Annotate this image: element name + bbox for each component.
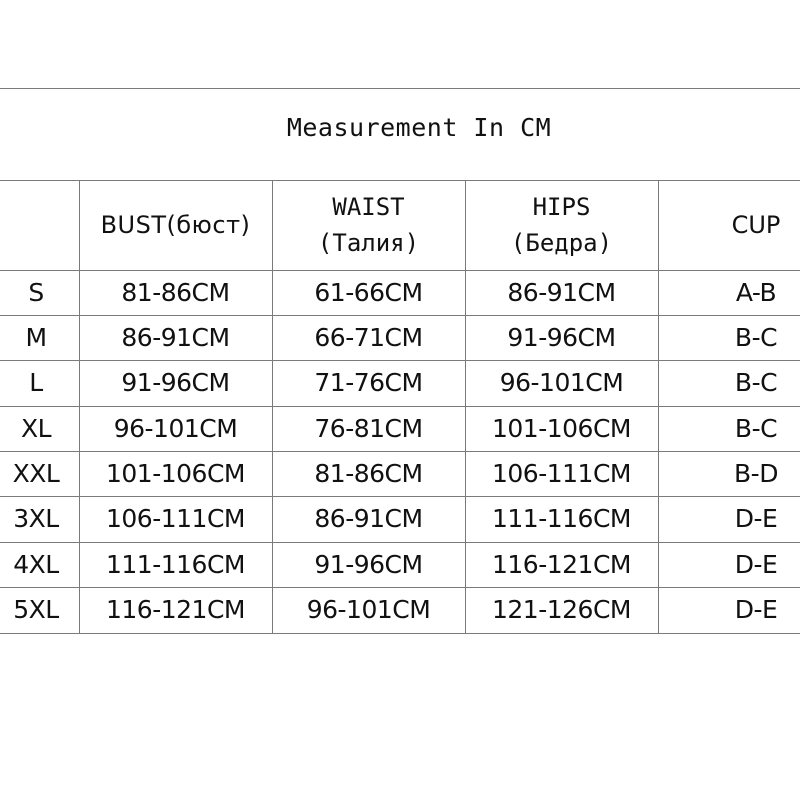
cup-cell: B-D: [734, 459, 778, 488]
hips-cell: 116-121CM: [492, 550, 631, 579]
waist-cell: 76-81CM: [314, 414, 423, 443]
bust-cell: 101-106CM: [106, 459, 245, 488]
header-bust: [79, 180, 272, 270]
waist-cell: 91-96CM: [314, 550, 423, 579]
cup-cell: D-E: [734, 504, 778, 533]
table-row: [0, 315, 800, 360]
table-border-bottom: [0, 633, 800, 634]
hips-cell: 111-116CM: [492, 504, 631, 533]
waist-cell: 71-76CM: [314, 368, 423, 397]
header-hips-label: HIPS: [532, 193, 591, 221]
size-cell: 5XL: [13, 595, 59, 624]
bust-cell: 116-121CM: [106, 595, 245, 624]
waist-cell: 86-91CM: [314, 504, 423, 533]
table-row: [0, 542, 800, 587]
waist-cell: 81-86CM: [314, 459, 423, 488]
size-cell: M: [25, 323, 47, 352]
table-row: [0, 451, 800, 496]
bust-cell: 86-91CM: [121, 323, 230, 352]
waist-cell: 66-71CM: [314, 323, 423, 352]
table-row: [0, 360, 800, 405]
cup-cell: B-C: [734, 368, 778, 397]
hips-cell: 106-111CM: [492, 459, 631, 488]
header-bust-label: BUST(бюст): [100, 211, 251, 239]
table-title: Measurement In CM: [286, 113, 552, 142]
cup-cell: B-C: [734, 414, 778, 443]
cup-cell: A-B: [735, 278, 777, 307]
waist-cell: 61-66CM: [314, 278, 423, 307]
hips-cell: 96-101CM: [499, 368, 624, 397]
cup-cell: D-E: [734, 595, 778, 624]
table-row: [0, 270, 800, 315]
header-waist-label: WAIST: [332, 193, 405, 221]
bust-cell: 96-101CM: [113, 414, 238, 443]
size-cell: 3XL: [13, 504, 59, 533]
table-row: [0, 496, 800, 541]
size-cell: XL: [20, 414, 52, 443]
size-cell: 4XL: [13, 550, 59, 579]
hips-cell: 86-91CM: [507, 278, 616, 307]
size-cell: S: [28, 278, 44, 307]
table-row: [0, 587, 800, 632]
header-hips-translation: (Бедра): [510, 229, 613, 257]
cup-cell: B-C: [734, 323, 778, 352]
size-cell: XXL: [12, 459, 60, 488]
bust-cell: 81-86CM: [121, 278, 230, 307]
size-cell: L: [29, 368, 43, 397]
hips-cell: 121-126CM: [492, 595, 631, 624]
waist-cell: 96-101CM: [306, 595, 431, 624]
header-cup-label: CUP: [731, 211, 781, 239]
table-row: [0, 406, 800, 451]
bust-cell: 106-111CM: [106, 504, 245, 533]
header-hips: [465, 180, 658, 270]
bust-cell: 111-116CM: [106, 550, 245, 579]
hips-cell: 91-96CM: [507, 323, 616, 352]
header-cup: [658, 180, 800, 270]
header-waist: [272, 180, 465, 270]
header-waist-translation: (Талия): [317, 229, 420, 257]
cup-cell: D-E: [734, 550, 778, 579]
table-border-top: [0, 88, 800, 89]
bust-cell: 91-96CM: [121, 368, 230, 397]
hips-cell: 101-106CM: [492, 414, 631, 443]
